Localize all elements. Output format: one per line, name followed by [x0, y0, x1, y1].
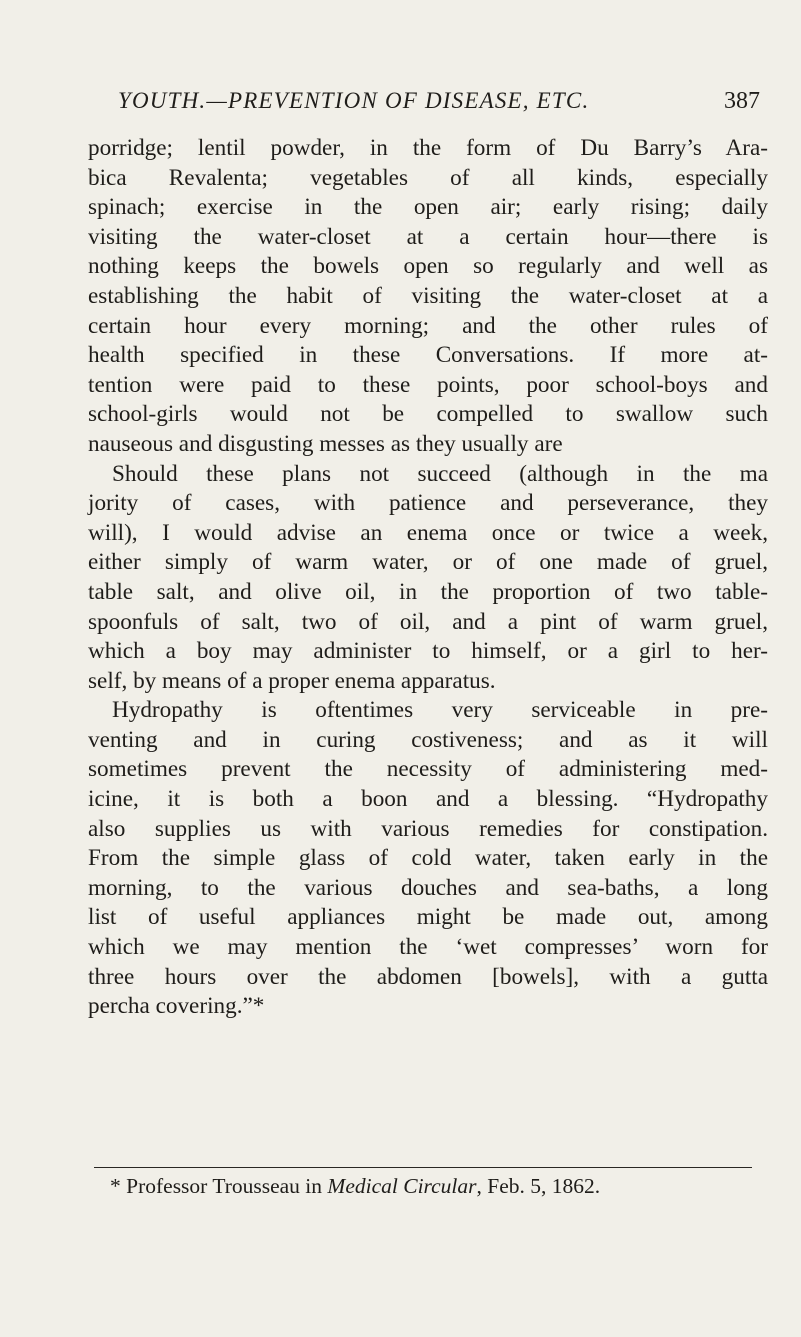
text-line: venting and in curing costiveness; and as it will [88, 726, 768, 753]
text-line: bica Revalenta; vegetables of all kinds, especially [88, 164, 768, 191]
text-line: tention were paid to these points, poor school-boys and [88, 371, 768, 398]
footnote [110, 1174, 600, 1199]
text-line: porridge; lentil powder, in the form of Du Barry’s Ara- [88, 135, 768, 161]
footnote-text-before: Professor Trousseau in [126, 1174, 328, 1198]
text-line: establishing the habit of visiting the water-closet at a [88, 282, 768, 309]
text-line: list of useful appliances might be made out, among [88, 904, 768, 931]
text-line: visiting the water-closet at a certain hour—there is [88, 223, 768, 250]
text-line: either simply of warm water, or of one made of gruel, [88, 549, 768, 576]
footnote-marker: * [110, 1174, 121, 1198]
text-line: health specified in these Conversations. If more at- [88, 342, 768, 369]
text-line: nauseous and disgusting messes as they usually are [88, 430, 563, 457]
text-line: self, by means of a proper enema apparatus. [88, 667, 496, 694]
text-line: table salt, and olive oil, in the proportion of two table- [88, 578, 768, 605]
text-line: icine, it is both a boon and a blessing. “Hydropathy [88, 786, 768, 813]
running-head: YOUTH.—PREVENTION OF DISEASE, ETC. [118, 88, 590, 113]
text-line: nothing keeps the bowels open so regularly and well as [88, 253, 768, 280]
footnote-journal: Medical Circular [327, 1174, 477, 1198]
footnote-text-after: , Feb. 5, 1862. [476, 1174, 601, 1198]
text-line: school-girls would not be compelled to swallow such [88, 401, 768, 428]
text-line: Should these plans not succeed (although in the ma [112, 460, 768, 487]
text-line: certain hour every morning; and the other rules of [88, 312, 768, 339]
text-line: three hours over the abdomen [bowels], with a gutta [88, 963, 768, 990]
text-line: percha covering.”* [88, 993, 265, 1020]
text-line: also supplies us with various remedies for constipation. [88, 815, 768, 842]
page-header [60, 88, 760, 118]
text-line: morning, to the various douches and sea-baths, a long [88, 874, 768, 901]
text-line: sometimes prevent the necessity of administering med- [88, 756, 768, 783]
text-line: which a boy may administer to himself, or a girl to her- [88, 638, 768, 665]
text-line: will), I would advise an enema once or twice a week, [88, 519, 768, 546]
page-number: 387 [724, 88, 760, 114]
text-line: which we may mention the ‘wet compresses’ worn for [88, 934, 768, 961]
text-line: spoonfuls of salt, two of oil, and a pint of warm gruel, [88, 608, 768, 635]
text-line: From the simple glass of cold water, taken early in the [88, 845, 768, 872]
body-text [88, 134, 768, 1022]
text-line: spinach; exercise in the open air; early rising; daily [88, 194, 768, 221]
text-line: jority of cases, with patience and perseverance, they [88, 490, 768, 517]
footnote-rule [94, 1167, 752, 1168]
text-line: Hydropathy is oftentimes very serviceable in pre- [112, 697, 768, 724]
